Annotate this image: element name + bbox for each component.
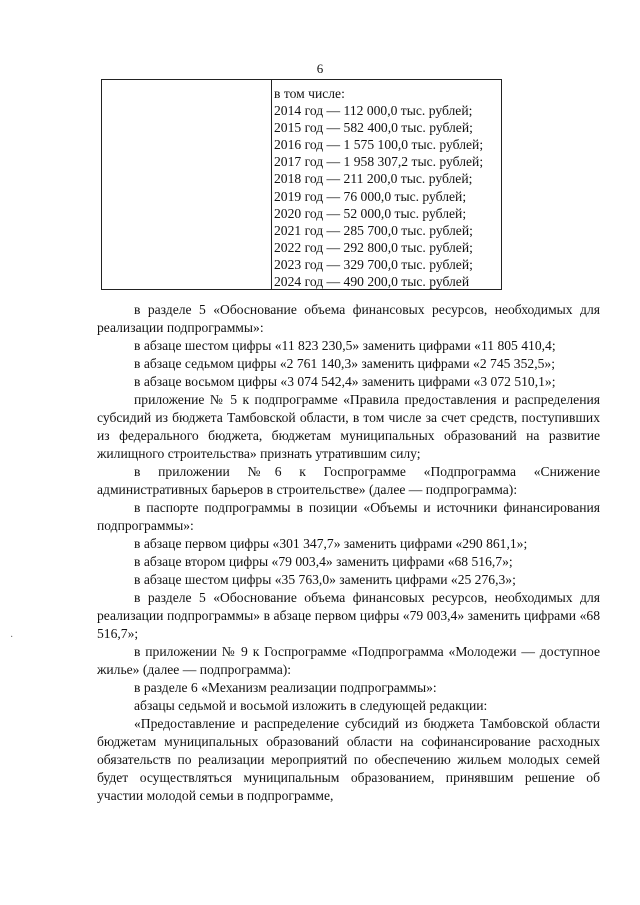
table-line: 2020 год — 52 000,0 тыс. рублей; xyxy=(274,205,467,221)
paragraph: в приложении № 9 к Госпрограмме «Подпрограмма «Молодежи — доступное жилье» (далее — подпрограмма): xyxy=(97,644,600,677)
table-line: 2023 год — 329 700,0 тыс. рублей; xyxy=(274,256,473,272)
paragraph: в абзаце восьмом цифры «3 074 542,4» заменить цифрами «3 072 510,1»; xyxy=(134,374,556,389)
paragraph: в разделе 5 «Обоснование объема финансовых ресурсов, необходимых для реализации подпрограммы» в абзаце первом цифры «79 003,4» заменить цифрами «68 516,7»; xyxy=(97,590,600,641)
paragraph: в абзаце первом цифры «301 347,7» заменить цифрами «290 861,1»; xyxy=(134,536,528,551)
paragraph: в абзаце шестом цифры «11 823 230,5» заменить цифрами «11 805 410,4; xyxy=(134,338,556,353)
table-left-cell xyxy=(102,80,272,289)
table-line: 2018 год — 211 200,0 тыс. рублей; xyxy=(274,171,473,187)
paragraph: в абзаце шестом цифры «35 763,0» заменить цифрами «25 276,3»; xyxy=(134,572,516,587)
paragraph: в разделе 6 «Механизм реализации подпрограммы»: xyxy=(134,680,437,695)
paragraph: приложение № 5 к подпрограмме «Правила предоставления и распределения субсидий из бюджета Тамбовской области, в том числе за счет средств, поступивших из федерального бюджета, бюджетам муниципальных образований на развитие жилищного строительства» признать утратившим силу; xyxy=(97,392,600,461)
table-line: 2022 год — 292 800,0 тыс. рублей; xyxy=(274,239,473,255)
scan-margin-mark: · xyxy=(10,632,14,643)
table-line: 2016 год — 1 575 100,0 тыс. рублей; xyxy=(274,137,484,153)
paragraph: в приложении №6 к Госпрограмме «Подпрограмма «Снижение административных барьеров в строительстве» (далее — подпрограмма): xyxy=(97,464,600,497)
table-line: 2015 год — 582 400,0 тыс. рублей; xyxy=(274,120,473,136)
paragraph: в паспорте подпрограммы в позиции «Объемы и источники финансирования подпрограммы»: xyxy=(97,500,600,533)
table-line: 2021 год — 285 700,0 тыс. рублей; xyxy=(274,222,473,238)
table-line: 2014 год — 112 000,0 тыс. рублей; xyxy=(274,103,473,119)
table-line: в том числе: xyxy=(274,86,345,101)
paragraph: в разделе 5 «Обоснование объема финансовых ресурсов, необходимых для реализации подпрограммы»: xyxy=(97,302,600,335)
paragraph: «Предоставление и распределение субсидий из бюджета Тамбовской области бюджетам муниципальных образований области на софинансирование расходных обязательств по реализации мероприятий по обеспечению жильем молодых семей будет осуществляться муниципальным образованием, принявшим решение об участии молодой семьи в подпрограмме, xyxy=(97,716,600,803)
body-text xyxy=(97,301,600,805)
paragraph: абзацы седьмой и восьмой изложить в следующей редакции: xyxy=(134,698,488,713)
paragraph: в абзаце втором цифры «79 003,4» заменить цифрами «68 516,7»; xyxy=(134,554,513,569)
table-line: 2017 год — 1 958 307,2 тыс. рублей; xyxy=(274,154,484,170)
table-right-cell xyxy=(272,80,501,289)
paragraph: в абзаце седьмом цифры «2 761 140,3» заменить цифрами «2 745 352,5»; xyxy=(134,356,555,371)
page-number: 6 xyxy=(316,61,324,76)
table-line: 2024 год — 490 200,0 тыс. рублей xyxy=(274,274,470,290)
table-line: 2019 год — 76 000,0 тыс. рублей; xyxy=(274,188,467,204)
funding-table xyxy=(101,79,502,290)
